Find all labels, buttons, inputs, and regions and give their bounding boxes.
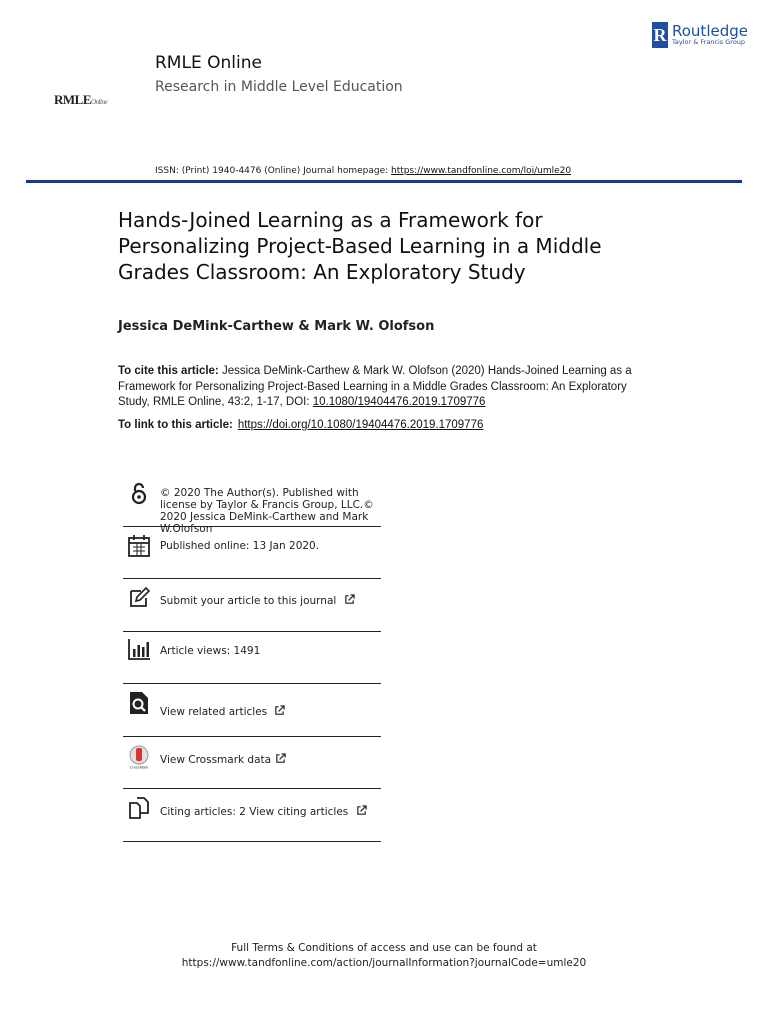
submit-row[interactable] — [123, 578, 381, 632]
published-row — [123, 526, 381, 579]
submit-link[interactable] — [160, 594, 355, 607]
open-access-icon — [127, 482, 151, 506]
citing-row[interactable] — [123, 788, 381, 842]
journal-name: RMLE Online — [155, 53, 262, 73]
submit-text: Submit your article to this journal — [160, 595, 337, 607]
journal-logo — [54, 92, 107, 108]
cite-text: Jessica DeMink-Carthew & Mark W. Olofson (2020) Hands-Joined Learning as a Framework for Personalizing Project-Based Learning in a Middle Grades Classroom: An Exploratory Study, RMLE Online, 43:2, 1-17, DOI: — [118, 365, 632, 408]
publisher-name: Routledge — [672, 22, 748, 41]
crossmark-icon-text: CrossMark — [129, 765, 149, 769]
published-text: Published online: 13 Jan 2020. — [160, 540, 320, 552]
footer — [0, 941, 768, 971]
crossmark-row[interactable] — [123, 736, 381, 789]
external-link-icon — [356, 805, 367, 816]
cite-label: To cite this article: — [118, 365, 219, 377]
calendar-icon — [127, 534, 151, 558]
title-line: Personalizing Project-Based Learning in a Middle — [118, 234, 602, 258]
journal-subtitle: Research in Middle Level Education — [155, 79, 403, 95]
related-row[interactable] — [123, 683, 381, 737]
footer-terms: Full Terms & Conditions of access and use can be found at — [231, 942, 537, 954]
related-text: View related articles — [160, 706, 268, 718]
footer-url[interactable]: https://www.tandfonline.com/action/journalInformation?journalCode=umle20 — [181, 957, 587, 969]
crossmark-link[interactable] — [160, 753, 286, 766]
external-link-icon — [274, 705, 285, 716]
publisher-logo[interactable] — [652, 22, 748, 48]
publisher-group: Taylor & Francis Group — [672, 38, 746, 47]
license-row — [123, 478, 381, 535]
views-row — [123, 631, 381, 684]
citing-articles-icon — [127, 796, 151, 820]
header-divider — [26, 180, 742, 183]
license-text: © 2020 The Author(s). Published with license by Taylor & Francis Group, LLC.© 2020 Jessica DeMink-Carthew and Mark W.Olofson — [160, 487, 374, 535]
link-label: To link to this article: — [118, 419, 233, 431]
doi-link[interactable]: 10.1080/19404476.2019.1709776 — [312, 396, 486, 408]
article-title — [118, 207, 678, 285]
routledge-icon: R — [652, 22, 668, 48]
issn-line — [155, 166, 571, 176]
journal-logo-text: RMLE — [54, 92, 91, 107]
views-text: Article views: 1491 — [160, 645, 261, 657]
authors: Jessica DeMink-Carthew & Mark W. Olofson — [118, 319, 435, 334]
crossmark-icon — [127, 745, 151, 769]
title-line: Hands-Joined Learning as a Framework for — [118, 208, 543, 232]
issn-text: ISSN: (Print) 1940-4476 (Online) Journal homepage: — [155, 166, 391, 176]
crossmark-text: View Crossmark data — [160, 754, 272, 766]
external-link-icon — [275, 753, 286, 764]
citing-text: Citing articles: 2 View citing articles — [160, 806, 349, 818]
journal-logo-sub: Online — [91, 98, 108, 106]
related-articles-icon — [127, 691, 151, 715]
article-link-block — [118, 419, 483, 431]
related-link[interactable] — [160, 705, 285, 718]
title-line: Grades Classroom: An Exploratory Study — [118, 260, 526, 284]
external-link-icon — [344, 594, 355, 605]
citing-link[interactable] — [160, 805, 367, 818]
bar-chart-icon — [127, 637, 151, 661]
journal-homepage-link[interactable]: https://www.tandfonline.com/loi/umle20 — [391, 166, 572, 176]
article-link[interactable]: https://doi.org/10.1080/19404476.2019.1709776 — [237, 419, 484, 431]
citation-block — [118, 364, 638, 411]
edit-icon — [127, 586, 151, 610]
